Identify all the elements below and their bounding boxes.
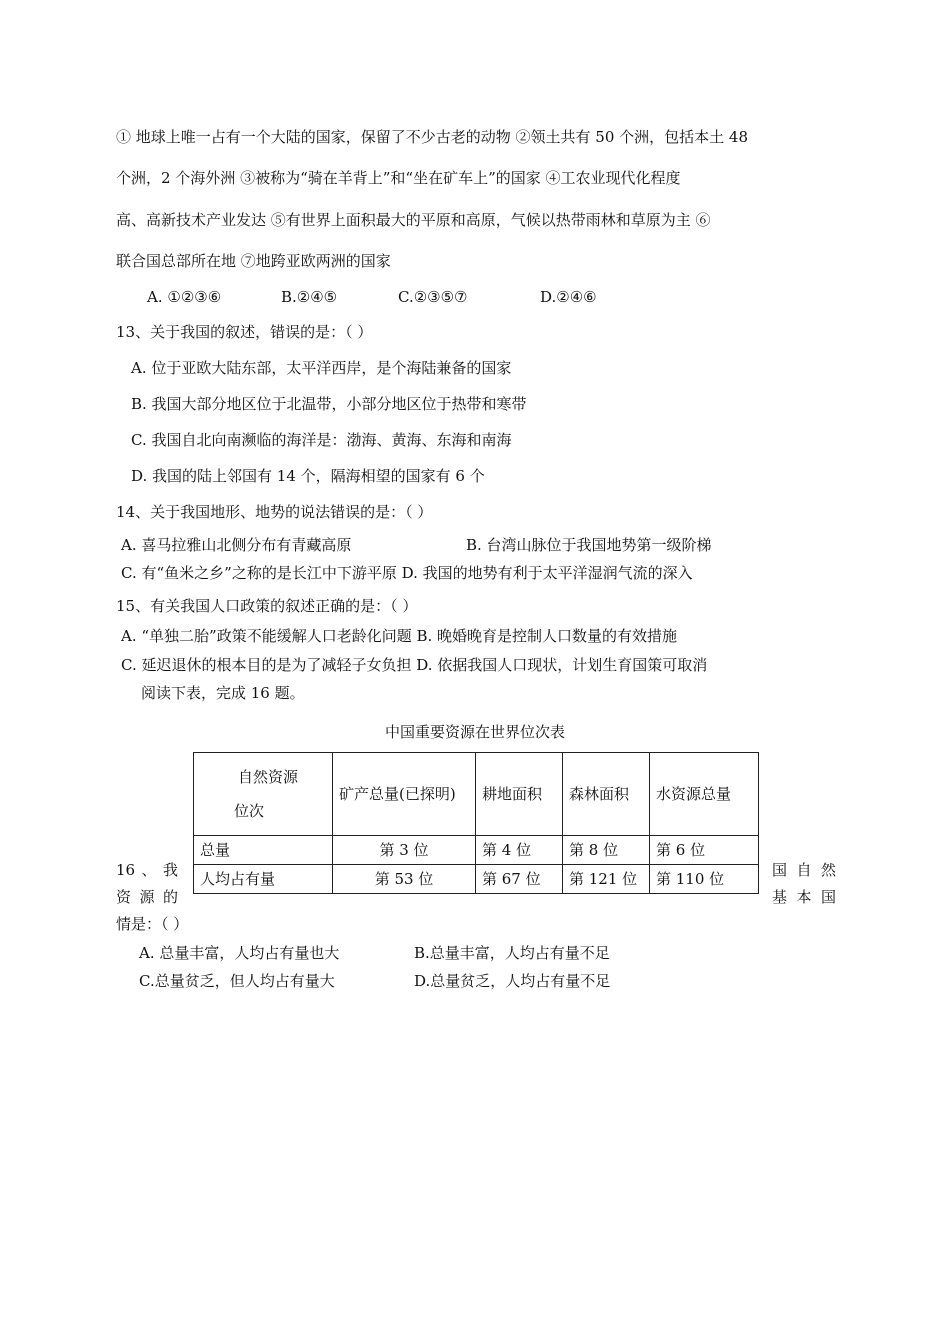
q15-option-ab: A. “单独二胎”政策不能缓解人口老龄化问题 B. 晚婚晚育是控制人口数量的有效措施 — [121, 627, 678, 645]
q12-option-d: D.②④⑥ — [540, 288, 597, 306]
q16-char: 、 — [141, 861, 157, 879]
row-label: 总量 — [194, 836, 333, 865]
q16-option-a: A. 总量丰富，人均占有量也大 — [139, 944, 340, 962]
table-header-row — [194, 753, 759, 836]
q15-option-cd: C. 延迟退休的根本目的是为了减轻子女负担 D. 依据我国人口现状，计划生育国策可取消 — [121, 656, 708, 674]
table-cell: 第 53 位 — [333, 865, 476, 894]
table-cell: 第 121 位 — [563, 865, 650, 894]
q16-right-line-1 — [772, 860, 836, 880]
q12-option-b: B.②④⑤ — [281, 288, 338, 306]
table-corner-cell — [194, 753, 333, 836]
table-cell: 第 3 位 — [333, 836, 476, 865]
read-table-prompt: 阅读下表，完成 16 题。 — [141, 684, 305, 702]
table-cell: 第 6 位 — [650, 836, 759, 865]
header-forest: 森林面积 — [569, 785, 630, 803]
q16-char: 的 — [162, 888, 178, 906]
q16-char: 基 — [772, 888, 788, 906]
q12-option-c: C.②③⑤⑦ — [398, 288, 468, 306]
resource-rank-table — [193, 752, 759, 894]
q16-option-c: C.总量贫乏，但人均占有量大 — [139, 972, 335, 990]
table-cell: 第 110 位 — [650, 865, 759, 894]
q12-line-4: 联合国总部所在地 ⑦地跨亚欧两洲的国家 — [116, 252, 391, 270]
table-header-cell — [650, 753, 759, 836]
q16-char: 国 — [772, 861, 788, 879]
q14-option-a: A. 喜马拉雅山北侧分布有青藏高原 — [121, 536, 352, 554]
q14-option-cd: C. 有“鱼米之乡”之称的是长江中下游平原 D. 我国的地势有利于太平洋湿润气流的深入 — [121, 564, 693, 582]
q16-option-d: D.总量贫乏，人均占有量不足 — [414, 972, 611, 990]
q16-char: 本 — [796, 888, 812, 906]
header-farmland: 耕地面积 — [482, 785, 543, 803]
q13-option-b: B. 我国大部分地区位于北温带，小部分地区位于热带和寒带 — [131, 395, 527, 413]
header-mineral: 矿产总量(已探明) — [339, 785, 456, 803]
q16-right-line-2 — [772, 887, 836, 907]
table-header-cell — [333, 753, 476, 836]
table-cell: 第 67 位 — [476, 865, 563, 894]
q13-option-c: C. 我国自北向南濒临的海洋是：渤海、黄海、东海和南海 — [131, 431, 512, 449]
table-cell: 第 4 位 — [476, 836, 563, 865]
q16-option-b: B.总量丰富，人均占有量不足 — [414, 944, 610, 962]
table-row — [194, 836, 759, 865]
q12-line-1: ① 地球上唯一占有一个大陆的国家，保留了不少古老的动物 ②领土共有 50 个洲，包括本土 48 — [116, 128, 749, 146]
q16-char: 资 — [116, 888, 132, 906]
q14-option-b: B. 台湾山脉位于我国地势第一级阶梯 — [466, 536, 712, 554]
table-cell: 第 8 位 — [563, 836, 650, 865]
table-title: 中国重要资源在世界位次表 — [385, 723, 566, 741]
q14-stem: 14、关于我国地形、地势的说法错误的是：（ ） — [116, 503, 433, 521]
q16-char: 源 — [139, 888, 155, 906]
q13-stem: 13、关于我国的叙述，错误的是：（ ） — [116, 323, 373, 341]
corner-bottom-label: 位次 — [234, 802, 265, 820]
q13-option-d: D. 我国的陆上邻国有 14 个，隔海相望的国家有 6 个 — [131, 467, 485, 485]
q16-char: 自 — [796, 861, 812, 879]
q12-option-a: A. ①②③⑥ — [147, 288, 222, 306]
q16-stem-end: 情是：（ ） — [116, 915, 189, 933]
table-header-cell — [476, 753, 563, 836]
q16-left-line-2 — [116, 887, 178, 907]
q13-option-a: A. 位于亚欧大陆东部，太平洋西岸，是个海陆兼备的国家 — [131, 359, 512, 377]
q16-char: 国 — [820, 888, 836, 906]
q15-stem: 15、有关我国人口政策的叙述正确的是：（ ） — [116, 597, 418, 615]
q16-left-line-1 — [116, 860, 178, 880]
q16-char: 16 — [116, 861, 136, 879]
q12-line-2: 个洲，2 个海外洲 ③被称为“骑在羊背上”和“坐在矿车上”的国家 ④工农业现代化程度 — [116, 169, 681, 187]
q12-line-3: 高、高新技术产业发达 ⑤有世界上面积最大的平原和高原，气候以热带雨林和草原为主 ⑥ — [116, 211, 711, 229]
table-header-cell — [563, 753, 650, 836]
q16-char: 然 — [820, 861, 836, 879]
row-label: 人均占有量 — [194, 865, 333, 894]
header-water: 水资源总量 — [656, 785, 732, 803]
q16-char: 我 — [162, 861, 178, 879]
corner-top-label: 自然资源 — [238, 768, 299, 786]
table-row — [194, 865, 759, 894]
